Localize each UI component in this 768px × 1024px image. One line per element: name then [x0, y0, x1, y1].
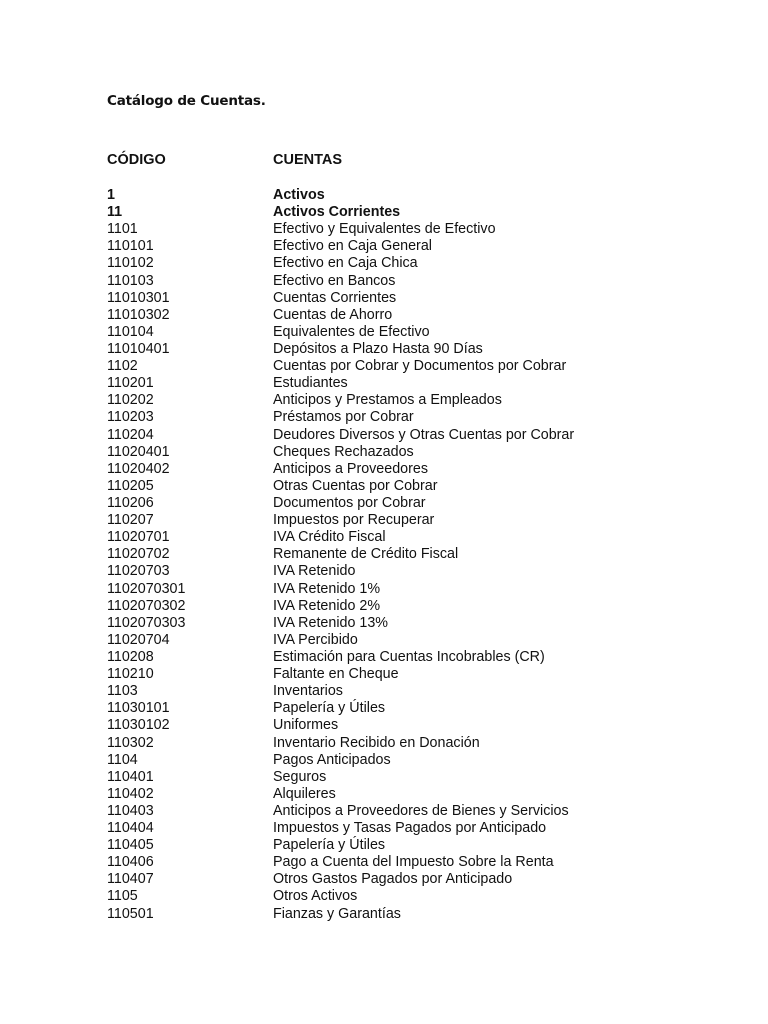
account-name: Papelería y Útiles [273, 700, 386, 717]
account-code: 110104 [107, 323, 154, 340]
account-name: Inventarios [273, 683, 343, 700]
account-name: Seguros [273, 768, 327, 785]
account-name: Activos [273, 187, 325, 203]
table-row [107, 752, 747, 769]
table-row [107, 478, 747, 495]
account-code: 11020703 [107, 563, 170, 580]
table-row [107, 615, 747, 632]
account-name: Préstamos por Cobrar [273, 409, 414, 426]
table-row [107, 187, 747, 204]
table-row [107, 683, 747, 700]
table-row [107, 307, 747, 324]
table-row [107, 632, 747, 649]
table-row [107, 546, 747, 563]
account-code: 1 [107, 187, 115, 203]
table-row [107, 581, 747, 598]
table-row [107, 238, 747, 255]
account-code: 1104 [107, 751, 138, 768]
table-row [107, 341, 747, 358]
account-name: Anticipos a Proveedores [273, 460, 428, 477]
account-code: 11010401 [107, 340, 170, 357]
document-title: Catálogo de Cuentas. [107, 93, 266, 109]
account-name: IVA Retenido 13% [273, 614, 388, 631]
table-row [107, 888, 747, 905]
account-name: Activos Corrientes [273, 204, 401, 221]
account-name: Anticipos a Proveedores de Bienes y Servicios [273, 802, 569, 819]
account-code: 1102070303 [107, 614, 186, 631]
table-row [107, 392, 747, 409]
table-row [107, 409, 747, 426]
account-code: 11020704 [107, 631, 170, 648]
account-name: Impuestos y Tasas Pagados por Anticipado [273, 820, 547, 837]
account-code: 110208 [107, 648, 154, 665]
account-code: 110201 [107, 375, 154, 392]
account-name: Efectivo y Equivalentes de Efectivo [273, 221, 496, 238]
account-name: IVA Retenido 2% [273, 597, 381, 614]
accounts-column-header: CUENTAS [273, 152, 343, 168]
account-name: Efectivo en Caja Chica [273, 255, 418, 272]
account-name: Pagos Anticipados [273, 751, 391, 768]
table-row [107, 820, 747, 837]
account-code: 11 [107, 204, 123, 221]
table-row [107, 700, 747, 717]
account-name: Inventario Recibido en Donación [273, 734, 480, 751]
table-row [107, 427, 747, 444]
table-row [107, 273, 747, 290]
table-row [107, 769, 747, 786]
accounts-table [107, 187, 747, 923]
table-row [107, 906, 747, 923]
account-name: Efectivo en Bancos [273, 272, 396, 289]
account-name: IVA Retenido 1% [273, 580, 381, 597]
account-code: 110210 [107, 666, 154, 683]
account-name: Equivalentes de Efectivo [273, 323, 430, 340]
table-row [107, 358, 747, 375]
code-column-header: CÓDIGO [107, 152, 166, 168]
account-name: Papelería y Útiles [273, 837, 386, 854]
table-row [107, 495, 747, 512]
account-code: 11020701 [107, 529, 170, 546]
account-code: 1102070301 [107, 580, 186, 597]
account-code: 110407 [107, 871, 154, 888]
account-name: Documentos por Cobrar [273, 494, 426, 511]
table-row [107, 204, 747, 221]
table-row [107, 598, 747, 615]
account-name: Deudores Diversos y Otras Cuentas por Cobrar [273, 426, 575, 443]
account-code: 110202 [107, 392, 154, 409]
table-row [107, 444, 747, 461]
account-name: Estimación para Cuentas Incobrables (CR) [273, 648, 545, 665]
account-name: Estudiantes [273, 375, 348, 392]
account-name: Pago a Cuenta del Impuesto Sobre la Renta [273, 854, 554, 871]
account-name: IVA Percibido [273, 631, 358, 648]
account-name: Anticipos y Prestamos a Empleados [273, 392, 502, 409]
account-name: Remanente de Crédito Fiscal [273, 546, 459, 563]
table-row [107, 221, 747, 238]
account-name: Fianzas y Garantías [273, 905, 401, 922]
account-code: 11010301 [107, 289, 170, 306]
account-code: 11020401 [107, 443, 170, 460]
account-code: 110204 [107, 426, 154, 443]
table-row [107, 649, 747, 666]
account-code: 11010302 [107, 306, 170, 323]
account-code: 1103 [107, 683, 138, 700]
table-row [107, 717, 747, 734]
account-code: 1105 [107, 888, 138, 905]
account-code: 110101 [107, 238, 154, 255]
table-row [107, 529, 747, 546]
account-name: Faltante en Cheque [273, 666, 399, 683]
table-row [107, 803, 747, 820]
account-name: Cuentas por Cobrar y Documentos por Cobrar [273, 358, 567, 375]
account-name: Uniformes [273, 717, 339, 734]
account-code: 110402 [107, 785, 154, 802]
account-code: 110207 [107, 512, 154, 529]
table-row [107, 563, 747, 580]
account-name: Otras Cuentas por Cobrar [273, 477, 438, 494]
account-name: Cuentas de Ahorro [273, 306, 393, 323]
table-row [107, 871, 747, 888]
table-row [107, 255, 747, 272]
table-row [107, 375, 747, 392]
account-code: 11030101 [107, 700, 170, 717]
table-row [107, 324, 747, 341]
account-code: 110203 [107, 409, 154, 426]
account-name: Cheques Rechazados [273, 443, 414, 460]
account-code: 110401 [107, 768, 154, 785]
table-row [107, 461, 747, 478]
account-name: Impuestos por Recuperar [273, 512, 435, 529]
account-name: Alquileres [273, 785, 336, 802]
account-code: 110302 [107, 734, 154, 751]
account-code: 110205 [107, 477, 154, 494]
account-code: 1102070302 [107, 597, 186, 614]
table-row [107, 854, 747, 871]
account-name: Cuentas Corrientes [273, 289, 397, 306]
account-code: 110501 [107, 905, 154, 922]
account-code: 11020402 [107, 460, 170, 477]
account-code: 1102 [107, 358, 138, 375]
account-code: 110404 [107, 820, 154, 837]
account-code: 110403 [107, 802, 154, 819]
account-name: IVA Crédito Fiscal [273, 529, 386, 546]
table-row [107, 666, 747, 683]
account-code: 110102 [107, 255, 154, 272]
account-code: 110206 [107, 494, 154, 511]
table-row [107, 290, 747, 307]
account-code: 110103 [107, 272, 154, 289]
table-row [107, 837, 747, 854]
account-code: 110405 [107, 837, 154, 854]
table-row [107, 786, 747, 803]
table-row [107, 512, 747, 529]
account-name: IVA Retenido [273, 563, 356, 580]
account-code: 110406 [107, 854, 154, 871]
account-name: Otros Activos [273, 888, 358, 905]
account-name: Efectivo en Caja General [273, 238, 432, 255]
account-code: 1101 [107, 221, 138, 238]
table-row [107, 735, 747, 752]
account-code: 11030102 [107, 717, 170, 734]
account-code: 11020702 [107, 546, 170, 563]
account-name: Depósitos a Plazo Hasta 90 Días [273, 340, 483, 357]
account-name: Otros Gastos Pagados por Anticipado [273, 871, 513, 888]
